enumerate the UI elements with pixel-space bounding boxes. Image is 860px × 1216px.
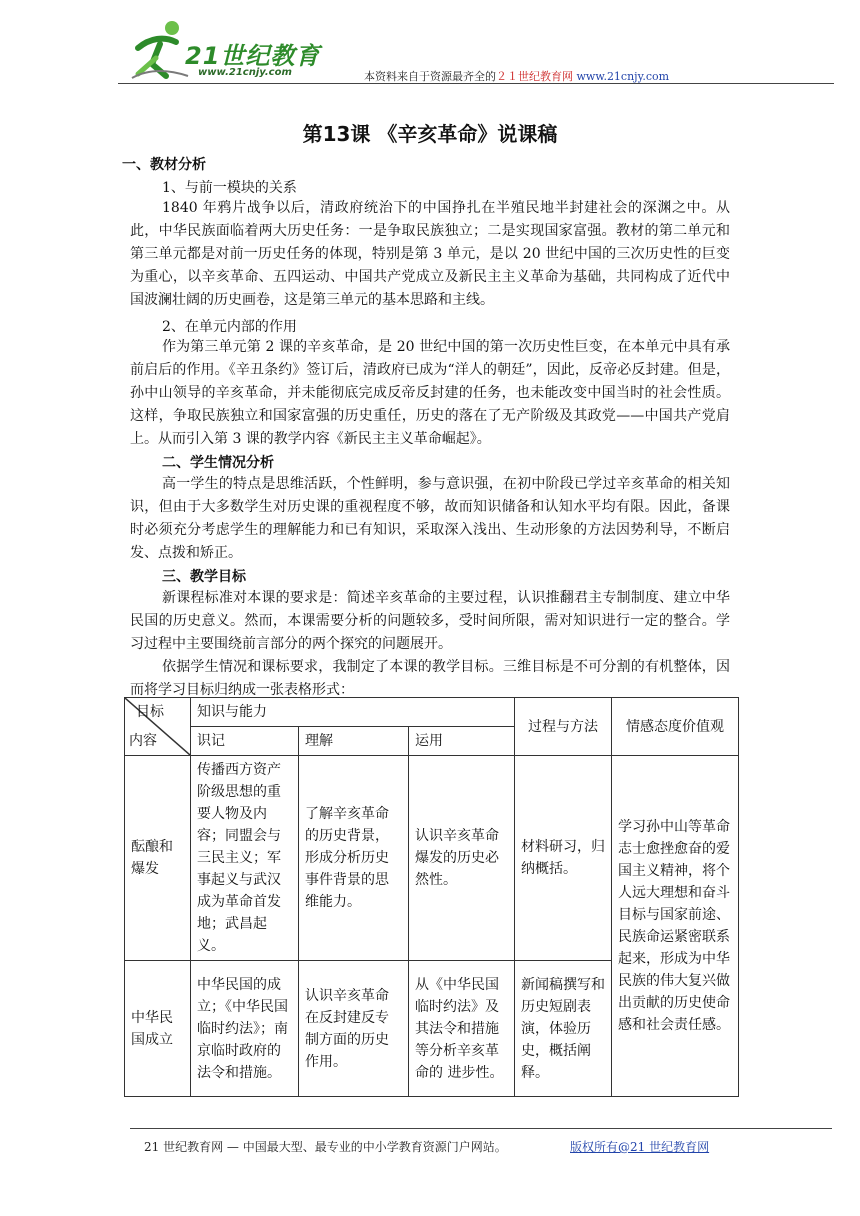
- page-header: [130, 18, 730, 88]
- footer-text: 21 世纪教育网 — 中国最大型、最专业的中小学教育资源门户网站。: [144, 1140, 507, 1154]
- header-emotion: 情感态度价值观: [612, 698, 739, 756]
- row-understand: 认识辛亥革命在反封建反专制方面的历史作用。: [299, 961, 409, 1097]
- runner-logo-icon: [130, 18, 190, 80]
- row-emotion: 学习孙中山等革命志士愈挫愈奋的爱国主义精神，将个人远大理想和奋斗目标与国家前途、民族命运紧密联系起来，形成为中华民族的伟大复兴做出贡献的历史使命感和社会责任感。: [612, 756, 739, 1097]
- row-topic: 中华民国成立: [125, 961, 191, 1097]
- row-recall: 中华民国的成立；《中华民国临时约法》；南京临时政府的法令和措施。: [191, 961, 299, 1097]
- header-site-name[interactable]: ２１世纪教育网: [496, 70, 573, 83]
- corner-label-top: 目标: [136, 704, 164, 720]
- subheading-1-1: 1、与前一模块的关系: [162, 180, 297, 196]
- header-divider: [118, 83, 834, 84]
- logo-text: 21世纪教育: [185, 42, 321, 70]
- copyright-link[interactable]: 版权所有@21 世纪教育网: [570, 1140, 710, 1154]
- header-process: 过程与方法: [515, 698, 612, 756]
- header-note: [364, 68, 669, 84]
- paragraph-3-1: 新课程标准对本课的要求是：简述辛亥革命的主要过程，认识推翻君主专制制度、建立中华民国的历史意义。然而，本课需要分析的问题较多，受时间所限，需对知识进行一定的整合。学习过程中主要围绕前言部分的两个探究的问题展开。: [130, 590, 730, 652]
- corner-label-bottom: 内容: [129, 733, 157, 749]
- paragraph-2-1: 高一学生的特点是思维活跃，个性鲜明，参与意识强，在初中阶段已学过辛亥革命的相关知识，但由于大多数学生对历史课的重视程度不够，故而知识储备和认知水平均有限。因此，备课时必须充分考虑学生的理解能力和已有知识，采取深入浅出、生动形象的方法因势利导，不断启发、点拨和矫正。: [130, 476, 730, 561]
- objectives-table: [124, 697, 739, 1097]
- site-logo[interactable]: [130, 18, 350, 84]
- footer-divider: [130, 1128, 832, 1129]
- row-process: 材料研习，归纳概括。: [515, 756, 612, 961]
- row-topic: 酝酿和爆发: [125, 756, 191, 961]
- row-process: 新闻稿撰写和历史短剧表演，体验历史，概括阐释。: [515, 961, 612, 1097]
- paragraph-1-2: 作为第三单元第 2 课的辛亥革命，是 20 世纪中国的第一次历史性巨变，在本单元中具有承前启后的作用。《辛丑条约》签订后，清政府已成为“洋人的朝廷”，因此，反帝必反封建。但是，孙中山领导的辛亥革命，并未能彻底完成反帝反封建的任务，也未能改变中国当时的社会性质。这样，争取民族独立和国家富强的历史重任，历史的落在了无产阶级及其政党——中国共产党肩上。从而引入第 3 课的教学内容《新民主主义革命崛起》。: [130, 339, 730, 447]
- section-heading-2: 二、学生情况分析: [162, 455, 274, 471]
- header-apply: 运用: [409, 727, 515, 756]
- row-apply: 认识辛亥革命爆发的历史必然性。: [409, 756, 515, 961]
- subheading-1-2: 2、在单元内部的作用: [162, 319, 297, 335]
- row-apply: 从《中华民国临时约法》及其法令和措施等分析辛亥革命的 进步性。: [409, 961, 515, 1097]
- paragraph-1-1: 1840 年鸦片战争以后，清政府统治下的中国挣扎在半殖民地半封建社会的深渊之中。从此，中华民族面临着两大历史任务：一是争取民族独立；二是实现国家富强。教材的第二单元和第三单元都是对前一历史任务的体现，特别是第 3 单元，是以 20 世纪中国的三次历史性的巨变为重心，以辛亥革命、五四运动、中国共产党成立及新民主主义革命为基础，共同构成了近代中国波澜壮阔的历史画卷，这是第三单元的基本思路和主线。: [130, 200, 730, 308]
- header-knowledge: 知识与能力: [191, 698, 515, 727]
- table-row: [125, 756, 739, 961]
- section-heading-3: 三、教学目标: [162, 569, 246, 585]
- header-recall: 识记: [191, 727, 299, 756]
- header-note-prefix: 本资料来自于资源最齐全的: [364, 70, 496, 83]
- header-site-url[interactable]: www.21cnjy.com: [576, 70, 670, 83]
- section-heading-1: 一、教材分析: [122, 157, 206, 173]
- table-corner-cell: [125, 698, 191, 756]
- row-recall: 传播西方资产阶级思想的重要人物及内容；同盟会与三民主义；军事起义与武汉成为革命首发地；武昌起义。: [191, 756, 299, 961]
- table-header-row: [125, 698, 739, 727]
- paragraph-3-2: 依据学生情况和课标要求，我制定了本课的教学目标。三维目标是不可分割的有机整体，因而将学习目标归纳成一张表格形式：: [130, 659, 730, 698]
- logo-url: www.21cnjy.com: [198, 67, 292, 78]
- row-understand: 了解辛亥革命的历史背景，形成分析历史事件背景的思维能力。: [299, 756, 409, 961]
- header-understand: 理解: [299, 727, 409, 756]
- page-title: 第13课 《辛亥革命》说课稿: [302, 122, 558, 146]
